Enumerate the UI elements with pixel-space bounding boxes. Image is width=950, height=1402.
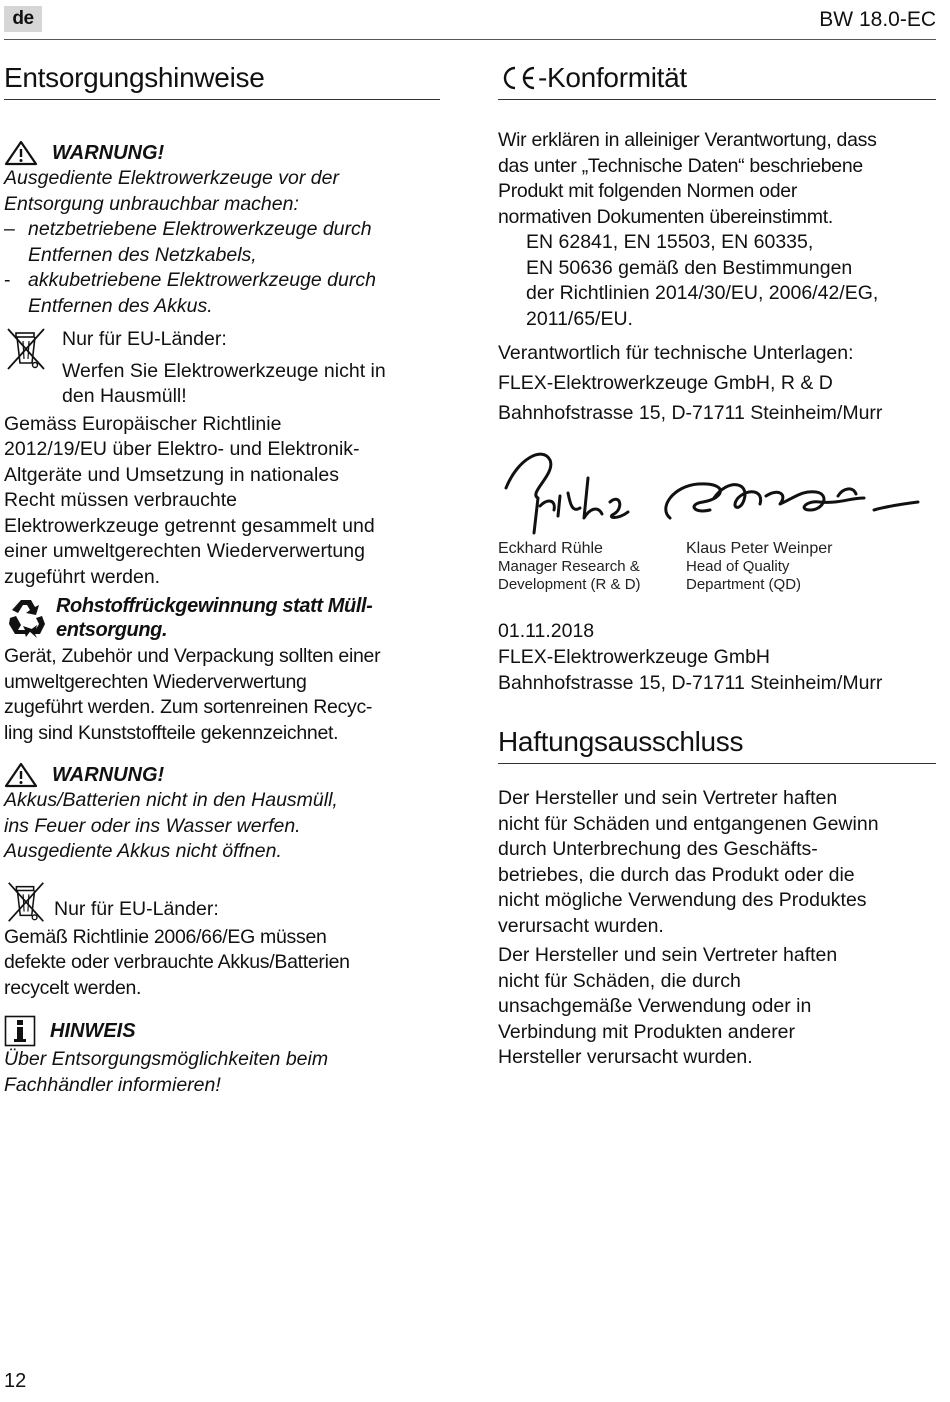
list-line: netzbetriebene Elektrowerkzeuge durch xyxy=(28,218,372,240)
recycling-line: ling sind Kunststoffteile gekennzeichnet. xyxy=(4,721,339,744)
list-line: Entfernen des Akkus. xyxy=(28,294,213,317)
decl-line: Wir erklären in alleiniger Verantwortung, dass xyxy=(498,129,877,151)
company-rd: FLEX-Elektrowerkzeuge GmbH, R & D xyxy=(498,372,833,394)
norms-block xyxy=(498,230,936,332)
warning-heading-1 xyxy=(4,140,440,166)
norm-line: EN 62841, EN 15503, EN 60335, xyxy=(526,231,814,253)
info-icon xyxy=(4,1015,36,1047)
signature-image xyxy=(498,438,936,548)
signer-2 xyxy=(686,540,832,594)
hint-line: Fachhändler informieren! xyxy=(4,1073,221,1096)
signer-2-name: Klaus Peter Weinper xyxy=(686,540,833,557)
norm-line: 2011/65/EU. xyxy=(526,307,633,330)
right-column xyxy=(498,60,936,1071)
signer-1-role: Manager Research & xyxy=(498,558,640,575)
decl-line: das unter „Technische Daten“ beschriebene xyxy=(498,154,863,177)
decl-line: Produkt mit folgenden Normen oder xyxy=(498,180,798,202)
eu-label-2: Nur für EU-Länder: xyxy=(54,898,219,920)
issue-company: FLEX-Elektrowerkzeuge GmbH xyxy=(498,646,771,668)
eu2-line: Gemäß Richtlinie 2006/66/EG müssen xyxy=(4,925,327,948)
list-line: Entfernen des Netzkabels, xyxy=(28,243,257,266)
responsible-label: Verantwortlich für technische Unterlagen: xyxy=(498,342,854,364)
issue-address: Bahnhofstrasse 15, D-71711 Steinheim/Murr xyxy=(498,672,883,694)
eu1-line: Werfen Sie Elektrowerkzeuge nicht in xyxy=(62,359,386,382)
signatures xyxy=(498,428,936,600)
list-item xyxy=(4,217,440,268)
company-address: Bahnhofstrasse 15, D-71711 Steinheim/Murr xyxy=(498,402,883,424)
recycling-head-line: Rohstoffrückgewinnung statt Müll- xyxy=(56,595,373,617)
disposal-title: Entsorgungshinweise xyxy=(4,60,440,100)
liability-line: verursacht wurden. xyxy=(498,914,664,937)
recycle-icon xyxy=(4,594,50,640)
signer-2-role: Head of Quality xyxy=(686,558,790,575)
hint-heading xyxy=(4,1015,440,1047)
warning1-intro-line: Ausgediente Elektrowerkzeuge vor der xyxy=(4,167,339,189)
liability-line: nicht für Schäden und entgangenen Gewinn xyxy=(498,812,879,835)
hint-line: Über Entsorgungsmöglichkeiten beim xyxy=(4,1048,329,1070)
directive-line: Altgeräte und Umsetzung in nationales xyxy=(4,463,339,486)
list-marker: - xyxy=(4,269,11,291)
list-item xyxy=(4,268,440,319)
norm-line: der Richtlinien 2014/30/EU, 2006/42/EG, xyxy=(526,282,879,304)
declaration-paragraph xyxy=(498,128,936,230)
warning1-list xyxy=(4,217,440,319)
ce-conformity-title xyxy=(498,60,936,100)
warning-triangle-icon xyxy=(4,140,38,166)
list-line: akkubetriebene Elektrowerkzeuge durch xyxy=(28,269,376,291)
liability-paragraph-1 xyxy=(498,786,936,939)
eu-notice-1 xyxy=(4,325,440,410)
warning2-line: ins Feuer oder ins Wasser werfen. xyxy=(4,814,301,837)
directive-line: einer umweltgerechten Wiederverwertung xyxy=(4,540,365,562)
page-number: 12 xyxy=(4,1370,27,1392)
ce-title-text: -Konformität xyxy=(538,62,687,93)
hint-label: HINWEIS xyxy=(50,1020,136,1042)
issue-date: 01.11.2018 xyxy=(498,620,595,642)
liability-line: unsachgemäße Verwendung oder in xyxy=(498,995,812,1017)
liability-paragraph-2 xyxy=(498,943,936,1071)
warning2-line: Ausgediente Akkus nicht öffnen. xyxy=(4,840,282,862)
language-tag: de xyxy=(4,6,42,32)
liability-line: Der Hersteller und sein Vertreter haften xyxy=(498,787,838,809)
recycling-line: umweltgerechten Wiederverwertung xyxy=(4,670,307,693)
signer-2-role: Department (QD) xyxy=(686,576,802,593)
directive-paragraph xyxy=(4,412,440,591)
recycling-line: Gerät, Zubehör und Verpackung sollten einer xyxy=(4,645,381,667)
liability-line: durch Unterbrechung des Geschäfts- xyxy=(498,838,818,860)
ce-mark-icon xyxy=(498,64,538,92)
warning-label-1: WARNUNG! xyxy=(52,142,165,164)
decl-line: normativen Dokumenten übereinstimmt. xyxy=(498,205,833,228)
warning2-line: Akkus/Batterien nicht in den Hausmüll, xyxy=(4,789,338,811)
warning-heading-2 xyxy=(4,762,440,788)
eu2-line: recycelt werden. xyxy=(4,976,142,999)
warning1-intro-line: Entsorgung unbrauchbar machen: xyxy=(4,192,299,215)
eu-notice-2 xyxy=(4,879,440,925)
recycling-line: zugeführt werden. Zum sortenreinen Recyc- xyxy=(4,696,373,718)
liability-title: Haftungsausschluss xyxy=(498,724,936,764)
eu-label-1: Nur für EU-Länder: xyxy=(62,328,227,350)
signer-1-role: Development (R & D) xyxy=(498,576,641,593)
warning-label-2: WARNUNG! xyxy=(52,764,165,786)
liability-line: betriebes, die durch das Produkt oder die xyxy=(498,863,855,886)
liability-line: Hersteller verursacht wurden. xyxy=(498,1046,753,1068)
crossed-bin-icon xyxy=(4,325,48,373)
directive-line: 2012/19/EU über Elektro- und Elektronik- xyxy=(4,438,360,460)
liability-line: nicht für Schäden, die durch xyxy=(498,969,741,992)
list-marker: – xyxy=(4,218,15,240)
directive-line: Elektrowerkzeuge getrennt gesammelt und xyxy=(4,514,375,537)
signer-1-name: Eckhard Rühle xyxy=(498,540,603,557)
eu2-line: defekte oder verbrauchte Akkus/Batterien xyxy=(4,951,350,973)
liability-line: Verbindung mit Produkten anderer xyxy=(498,1020,796,1043)
directive-line: zugeführt werden. xyxy=(4,565,161,588)
norm-line: EN 50636 gemäß den Bestimmungen xyxy=(526,256,853,279)
crossed-bin-icon xyxy=(4,879,48,925)
issue-block xyxy=(498,618,936,696)
recycling-head-line: entsorgung. xyxy=(56,619,168,641)
signer-1 xyxy=(498,540,641,594)
liability-line: nicht mögliche Verwendung des Produktes xyxy=(498,889,867,911)
directive-line: Recht müssen verbrauchte xyxy=(4,489,238,511)
model-name: BW 18.0-EC xyxy=(819,8,936,31)
liability-line: Der Hersteller und sein Vertreter haften xyxy=(498,944,838,966)
recycling-paragraph xyxy=(4,644,440,746)
directive-line: Gemäss Europäischer Richtlinie xyxy=(4,412,282,435)
eu1-line: den Hausmüll! xyxy=(62,385,187,407)
left-column xyxy=(4,60,440,1098)
warning-triangle-icon xyxy=(4,762,38,788)
header-rule xyxy=(4,39,936,40)
recycling-heading xyxy=(4,594,440,642)
